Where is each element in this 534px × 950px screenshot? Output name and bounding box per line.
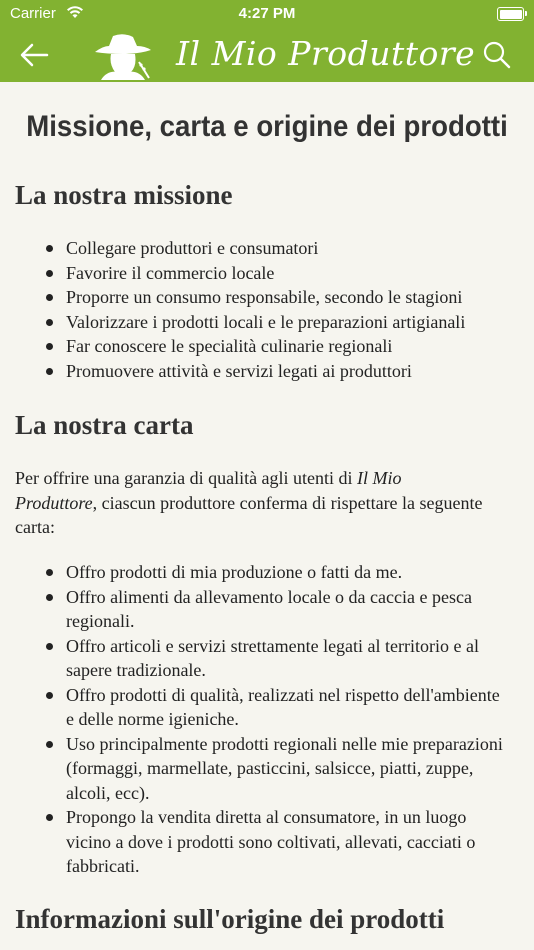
battery-cap (525, 11, 527, 16)
intro-text: , ciascun produttore conferma di rispettare la seguente carta: (15, 492, 483, 537)
list-item: Collegare produttori e consumatori (66, 236, 511, 261)
charter-list (0, 560, 511, 879)
list-item: Proporre un consumo responsabile, secondo le stagioni (66, 285, 511, 310)
status-time: 4:27 PM (238, 5, 296, 22)
list-item: Propongo la vendita diretta al consumatore, in un luogo vicino a dove i prodotti sono coltivati, allevati, cacciati o fabbricati. (66, 805, 511, 879)
carrier-label: Carrier (10, 5, 56, 22)
list-item: Far conoscere le specialità culinarie regionali (66, 334, 511, 359)
intro-brand: Il Mio Produttore (15, 468, 402, 513)
charter-heading: La nostra carta (15, 410, 194, 440)
list-item: Uso principalmente prodotti regionali nelle mie preparazioni (formaggi, marmellate, pasticcini, salsicce, piatti, zuppe, alcoli, ecc). (66, 732, 511, 806)
list-item: Offro prodotti di qualità, realizzati nel rispetto dell'ambiente e delle norme igieniche. (66, 683, 511, 732)
list-item: Offro alimenti da allevamento locale o da caccia e pesca regionali. (66, 585, 511, 634)
list-item: Favorire il commercio locale (66, 261, 511, 286)
mission-heading: La nostra missione (15, 180, 233, 210)
charter-intro (15, 466, 485, 540)
list-item: Offro prodotti di mia produzione o fatti da me. (66, 560, 511, 585)
list-item: Promuovere attività e servizi legati ai produttori (66, 359, 511, 384)
back-arrow-icon[interactable] (18, 40, 50, 70)
intro-text: Per offrire una garanzia di qualità agli utenti di (15, 468, 358, 488)
mission-list (0, 236, 511, 383)
list-item: Offro articoli e servizi strettamente legati al territorio e al sapere tradizionale. (66, 634, 511, 683)
origin-heading: Informazioni sull'origine dei prodotti (15, 904, 445, 934)
page-title: Missione, carta e origine dei prodotti (26, 110, 508, 143)
status-bar (0, 0, 534, 28)
nav-bar (0, 28, 534, 82)
list-item: Valorizzare i prodotti locali e le preparazioni artigianali (66, 310, 511, 335)
battery-icon (497, 7, 524, 21)
search-icon[interactable] (482, 40, 512, 70)
app-brand-title: Il Mio Produttore (176, 34, 476, 73)
farmer-logo-icon (93, 32, 153, 80)
